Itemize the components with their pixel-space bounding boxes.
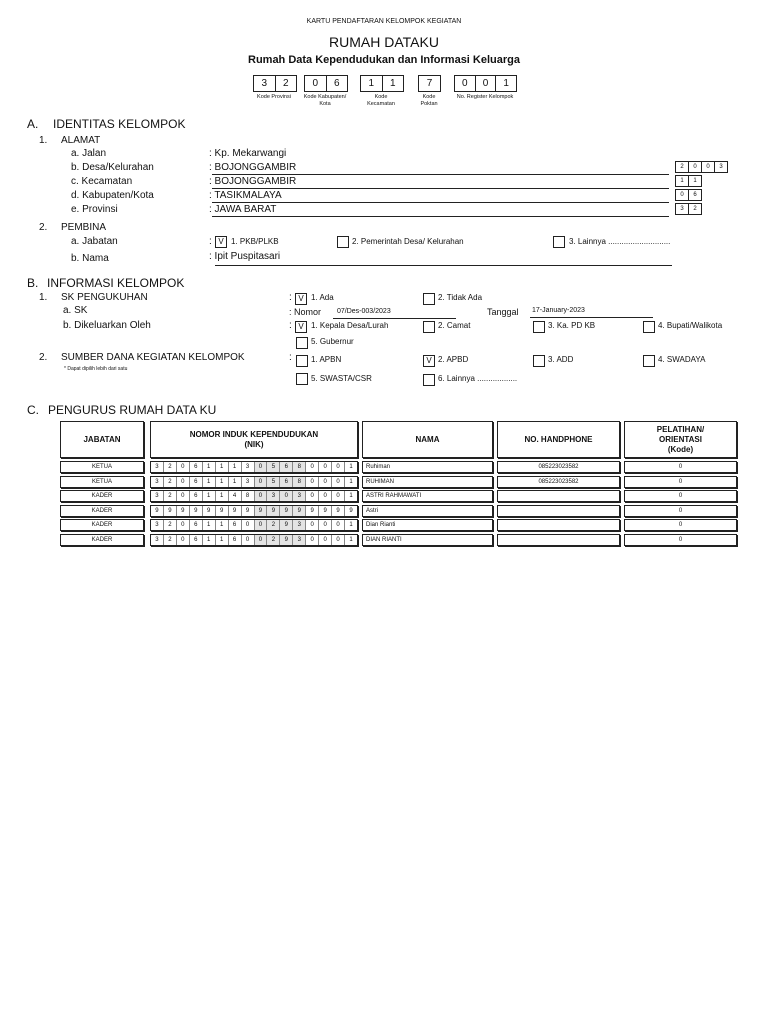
nik-digit: 0 xyxy=(319,520,332,530)
nik-digit: 3 xyxy=(242,462,255,472)
nik-digit: 1 xyxy=(229,462,242,472)
nik-digit: 2 xyxy=(164,477,177,487)
nik-digit: 0 xyxy=(306,520,319,530)
no-register-box: 0 0 1 xyxy=(454,75,517,92)
nik-digit: 6 xyxy=(190,477,203,487)
swadaya-checkbox[interactable] xyxy=(643,355,655,367)
row-jabatan: KADER xyxy=(60,505,144,517)
kode-kabupaten-caption: Kode Kabupaten/ Kota xyxy=(303,94,347,107)
nik-digit: 6 xyxy=(280,462,293,472)
nik-digit: 9 xyxy=(280,506,293,516)
nik-digit: 0 xyxy=(306,477,319,487)
desa-label: b. Desa/Kelurahan xyxy=(71,162,154,173)
nik-digit: 0 xyxy=(306,491,319,501)
kode-kecamatan-caption: Kode Kecamatan xyxy=(367,94,395,107)
jabatan-label: a. Jabatan xyxy=(71,236,118,247)
nik-digit: 9 xyxy=(203,506,216,516)
nik-digit: 0 xyxy=(332,520,345,530)
section-c-letter: C. xyxy=(27,403,39,417)
nik-digit: 3 xyxy=(151,535,164,545)
nik-digit: 2 xyxy=(164,491,177,501)
sk-ada-checkbox[interactable]: V xyxy=(295,293,307,305)
nik-digit: 0 xyxy=(332,477,345,487)
nik-digit: 6 xyxy=(280,477,293,487)
kode-kecamatan-box: 1 1 xyxy=(360,75,404,92)
nomor-value: 07/Des-003/2023 xyxy=(337,308,391,315)
ka-pdkb-checkbox[interactable] xyxy=(533,321,545,333)
pembina-desa-checkbox[interactable] xyxy=(337,236,349,248)
nik-digit: 0 xyxy=(332,462,345,472)
camat-label: 2. Camat xyxy=(438,321,471,330)
desa-value: : BOJONGGAMBIR xyxy=(209,162,297,173)
nik-digit: 1 xyxy=(349,522,353,528)
nik-digit: 9 xyxy=(319,506,332,516)
nik-digit: 1 xyxy=(349,478,353,485)
nik-digit: 2 xyxy=(267,535,280,545)
sk-colon: : xyxy=(289,292,292,303)
pembina-pkb-checkbox[interactable]: V xyxy=(215,236,227,248)
sk-ada-label: 1. Ada xyxy=(311,293,334,302)
nik-digit: 6 xyxy=(190,491,203,501)
nik-digit: 1 xyxy=(203,462,216,472)
kode-provinsi-caption: Kode Provinsi xyxy=(257,94,291,100)
kepala-desa-checkbox[interactable]: V xyxy=(295,321,307,333)
nik-digit: 0 xyxy=(242,535,255,545)
nik-digit: 0 xyxy=(280,491,293,501)
nik-digit: 1 xyxy=(216,477,229,487)
pembina-num: 2. xyxy=(39,222,48,233)
section-b-title: INFORMASI KELOMPOK xyxy=(47,276,185,290)
row-nik xyxy=(150,534,358,546)
swasta-checkbox[interactable] xyxy=(296,373,308,385)
nik-digit: 2 xyxy=(164,535,177,545)
tanggal-label: Tanggal xyxy=(487,307,519,317)
kepala-desa-label: 1. Kepala Desa/Lurah xyxy=(311,321,389,330)
apbd-checkbox[interactable]: V xyxy=(423,355,435,367)
kode-provinsi-box: 3 2 xyxy=(253,75,297,92)
row-nama: Dian Rianti xyxy=(362,519,493,531)
row-nama: DIAN RIANTI xyxy=(362,534,493,546)
bupati-label: 4. Bupati/Walikota xyxy=(658,321,723,330)
lainnya-dana-label: 6. Lainnya .................. xyxy=(438,374,518,383)
nama-pembina-underline xyxy=(215,265,672,266)
nik-digit: 1 xyxy=(349,536,353,543)
nik-digit: 9 xyxy=(306,506,319,516)
nik-digit: 9 xyxy=(280,535,293,545)
swadaya-label: 4. SWADAYA xyxy=(658,355,706,364)
row-jabatan: KETUA xyxy=(60,461,144,473)
row-nama: Astri xyxy=(362,505,493,517)
provinsi-value: : JAWA BARAT xyxy=(209,204,277,215)
nik-digit: 0 xyxy=(255,462,268,472)
nik-digit: 0 xyxy=(177,462,190,472)
no-register-caption: No. Register Kelompok xyxy=(456,94,514,100)
nik-digit: 6 xyxy=(190,462,203,472)
sk-pengukuhan-label: SK PENGUKUHAN xyxy=(61,292,148,303)
nik-digit: 2 xyxy=(164,520,177,530)
section-c-title: PENGURUS RUMAH DATA KU xyxy=(48,403,217,417)
kecamatan-label: c. Kecamatan xyxy=(71,176,133,187)
row-jabatan: KADER xyxy=(60,490,144,502)
tanggal-underline xyxy=(530,317,653,318)
row-pelatihan: 0 xyxy=(624,461,737,473)
nik-digit: 6 xyxy=(229,520,242,530)
nik-digit: 2 xyxy=(267,520,280,530)
kecamatan-underline xyxy=(212,188,669,189)
nik-digit: 0 xyxy=(177,520,190,530)
row-nik xyxy=(150,476,358,488)
pembina-desa-label: 2. Pemerintah Desa/ Kelurahan xyxy=(352,237,464,246)
nik-digit: 9 xyxy=(255,506,268,516)
ka-pdkb-label: 3. Ka. PD KB xyxy=(548,321,596,330)
nik-digit: 0 xyxy=(255,477,268,487)
row-handphone xyxy=(497,505,620,517)
add-label: 3. ADD xyxy=(548,355,574,364)
row-handphone: 085223023582 xyxy=(497,461,620,473)
col-header-handphone: NO. HANDPHONE xyxy=(497,421,620,458)
nik-digit: 0 xyxy=(332,535,345,545)
nik-digit: 0 xyxy=(177,477,190,487)
row-nama: RUHIMAN xyxy=(362,476,493,488)
row-handphone: 085223023582 xyxy=(497,476,620,488)
provinsi-label: e. Provinsi xyxy=(71,204,118,215)
section-b-letter: B. xyxy=(27,276,39,290)
nik-digit: 1 xyxy=(216,462,229,472)
pembina-pkb-label: 1. PKB/PLKB xyxy=(231,237,279,246)
dana-note: * Dapat dipilih lebih dari satu xyxy=(64,366,128,372)
nik-digit: 0 xyxy=(319,462,332,472)
nama-pembina-value: : Ipit Puspitasari xyxy=(209,251,281,262)
nik-digit: 3 xyxy=(267,491,280,501)
row-jabatan: KETUA xyxy=(60,476,144,488)
alamat-num: 1. xyxy=(39,135,48,146)
sk-tidak-ada-label: 2. Tidak Ada xyxy=(438,293,483,302)
nik-digit: 6 xyxy=(190,520,203,530)
desa-underline xyxy=(212,174,669,175)
nik-digit: 9 xyxy=(229,506,242,516)
bupati-checkbox[interactable] xyxy=(643,321,655,333)
nik-digit: 3 xyxy=(151,491,164,501)
pembina-label: PEMBINA xyxy=(61,222,107,233)
kabupaten-value: : TASIKMALAYA xyxy=(209,190,282,201)
row-nik xyxy=(150,461,358,473)
row-jabatan: KADER xyxy=(60,519,144,531)
dana-num: 2. xyxy=(39,352,48,363)
nik-digit: 5 xyxy=(267,477,280,487)
nik-digit: 4 xyxy=(229,491,242,501)
row-nama: Ruhiman xyxy=(362,461,493,473)
nomor-underline xyxy=(333,318,456,319)
row-pelatihan: 0 xyxy=(624,534,737,546)
nik-digit: 1 xyxy=(203,477,216,487)
jalan-value: : Kp. Mekarwangi xyxy=(209,148,287,159)
nik-digit: 9 xyxy=(280,520,293,530)
nik-digit: 2 xyxy=(164,462,177,472)
apbd-label: 2. APBD xyxy=(438,355,469,364)
kabupaten-label: d. Kabupaten/Kota xyxy=(71,190,154,201)
gubernur-label: 5. Gubernur xyxy=(311,337,354,346)
section-a-letter: A. xyxy=(27,117,39,131)
nik-digit: 9 xyxy=(332,506,345,516)
kode-kabupaten-box: 0 6 xyxy=(304,75,348,92)
apbn-checkbox[interactable] xyxy=(296,355,308,367)
provinsi-underline xyxy=(212,216,669,217)
row-pelatihan: 0 xyxy=(624,490,737,502)
nik-digit: 3 xyxy=(293,491,306,501)
sk-tidak-ada-checkbox[interactable] xyxy=(423,293,435,305)
dana-colon: : xyxy=(289,352,292,363)
nik-digit: 1 xyxy=(216,535,229,545)
page-subtitle: Rumah Data Kependudukan dan Informasi Keluarga xyxy=(248,54,520,66)
row-jabatan: KADER xyxy=(60,534,144,546)
nik-digit: 1 xyxy=(349,464,353,470)
jabatan-colon: : xyxy=(209,236,212,247)
lainnya-dana-checkbox[interactable] xyxy=(423,374,435,386)
nik-digit: 9 xyxy=(164,506,177,516)
apbn-label: 1. APBN xyxy=(311,355,342,364)
nik-digit: 0 xyxy=(242,520,255,530)
nik-digit: 0 xyxy=(255,520,268,530)
nik-digit: 1 xyxy=(349,493,353,499)
kabupaten-code-box: 0 6 xyxy=(675,189,702,201)
row-nik xyxy=(150,519,358,531)
kabupaten-underline xyxy=(212,202,669,203)
nik-digit: 9 xyxy=(190,506,203,516)
tanggal-value: 17-January-2023 xyxy=(532,307,585,314)
form-top-caption: KARTU PENDAFTARAN KELOMPOK KEGIATAN xyxy=(306,18,462,25)
nik-digit: 0 xyxy=(332,491,345,501)
nik-digit: 9 xyxy=(267,506,280,516)
nomor-label: : Nomor xyxy=(289,307,322,317)
camat-checkbox[interactable] xyxy=(423,321,435,333)
nik-digit: 0 xyxy=(319,477,332,487)
nik-digit: 9 xyxy=(151,506,164,516)
alamat-label: ALAMAT xyxy=(61,135,101,146)
nik-digit: 1 xyxy=(216,491,229,501)
pembina-lainnya-label: 3. Lainnya ............................ xyxy=(569,237,671,246)
nik-digit: 1 xyxy=(203,535,216,545)
nik-digit: 3 xyxy=(293,520,306,530)
row-pelatihan: 0 xyxy=(624,505,737,517)
col-header-nik: NOMOR INDUK KEPENDUDUKAN (NIK) xyxy=(150,421,358,458)
nik-digit: 9 xyxy=(293,506,306,516)
nik-digit: 3 xyxy=(151,520,164,530)
nik-digit: 0 xyxy=(255,535,268,545)
row-pelatihan: 0 xyxy=(624,476,737,488)
dikeluarkan-label: b. Dikeluarkan Oleh xyxy=(63,320,151,331)
col-header-nama: NAMA xyxy=(362,421,493,458)
kode-poktan-box: 7 xyxy=(418,75,441,92)
dana-label: SUMBER DANA KEGIATAN KELOMPOK xyxy=(61,352,245,363)
col-header-pelatihan: PELATIHAN/ ORIENTASI (Kode) xyxy=(624,421,737,458)
nik-digit: 1 xyxy=(216,520,229,530)
nik-digit: 0 xyxy=(255,491,268,501)
kecamatan-value: : BOJONGGAMBIR xyxy=(209,176,297,187)
row-nama: ASTRI RAHMAWATI xyxy=(362,490,493,502)
nik-digit: 9 xyxy=(242,506,255,516)
nik-digit: 1 xyxy=(203,520,216,530)
row-handphone xyxy=(497,519,620,531)
kode-poktan-caption: Kode Poktan xyxy=(420,94,438,107)
nik-digit: 9 xyxy=(177,506,190,516)
pembina-lainnya-checkbox[interactable] xyxy=(553,236,565,248)
row-handphone xyxy=(497,534,620,546)
row-nik xyxy=(150,505,358,517)
nik-digit: 8 xyxy=(293,462,306,472)
col-header-jabatan: JABATAN xyxy=(60,421,144,458)
kecamatan-code-box: 1 1 xyxy=(675,175,702,187)
nik-digit: 8 xyxy=(293,477,306,487)
nik-digit: 3 xyxy=(151,462,164,472)
row-pelatihan: 0 xyxy=(624,519,737,531)
nik-digit: 0 xyxy=(306,535,319,545)
nik-digit: 0 xyxy=(177,535,190,545)
nik-digit: 3 xyxy=(242,477,255,487)
add-checkbox[interactable] xyxy=(533,355,545,367)
nik-digit: 5 xyxy=(267,462,280,472)
jalan-label: a. Jalan xyxy=(71,148,107,159)
nama-pembina-label: b. Nama xyxy=(71,253,109,264)
swasta-label: 5. SWASTA/CSR xyxy=(311,374,372,383)
row-nik xyxy=(150,490,358,502)
nik-digit: 0 xyxy=(306,462,319,472)
nik-digit: 0 xyxy=(319,535,332,545)
nik-digit: 8 xyxy=(242,491,255,501)
desa-code-box: 2 0 0 3 xyxy=(675,161,728,173)
sk-num: 1. xyxy=(39,292,48,303)
provinsi-code-box: 3 2 xyxy=(675,203,702,215)
section-a-title: IDENTITAS KELOMPOK xyxy=(53,117,186,131)
nik-digit: 0 xyxy=(319,491,332,501)
page-title: RUMAH DATAKU xyxy=(329,34,439,50)
nik-digit: 3 xyxy=(151,477,164,487)
nik-digit: 1 xyxy=(203,491,216,501)
dikeluarkan-colon: : xyxy=(289,320,292,331)
nik-digit: 1 xyxy=(229,477,242,487)
gubernur-checkbox[interactable] xyxy=(296,337,308,349)
nik-digit: 3 xyxy=(293,535,306,545)
nik-digit: 9 xyxy=(216,506,229,516)
nik-digit: 0 xyxy=(177,491,190,501)
nik-digit: 9 xyxy=(349,507,353,514)
sk-label: a. SK xyxy=(63,305,88,316)
row-handphone xyxy=(497,490,620,502)
nik-digit: 6 xyxy=(229,535,242,545)
nik-digit: 6 xyxy=(190,535,203,545)
